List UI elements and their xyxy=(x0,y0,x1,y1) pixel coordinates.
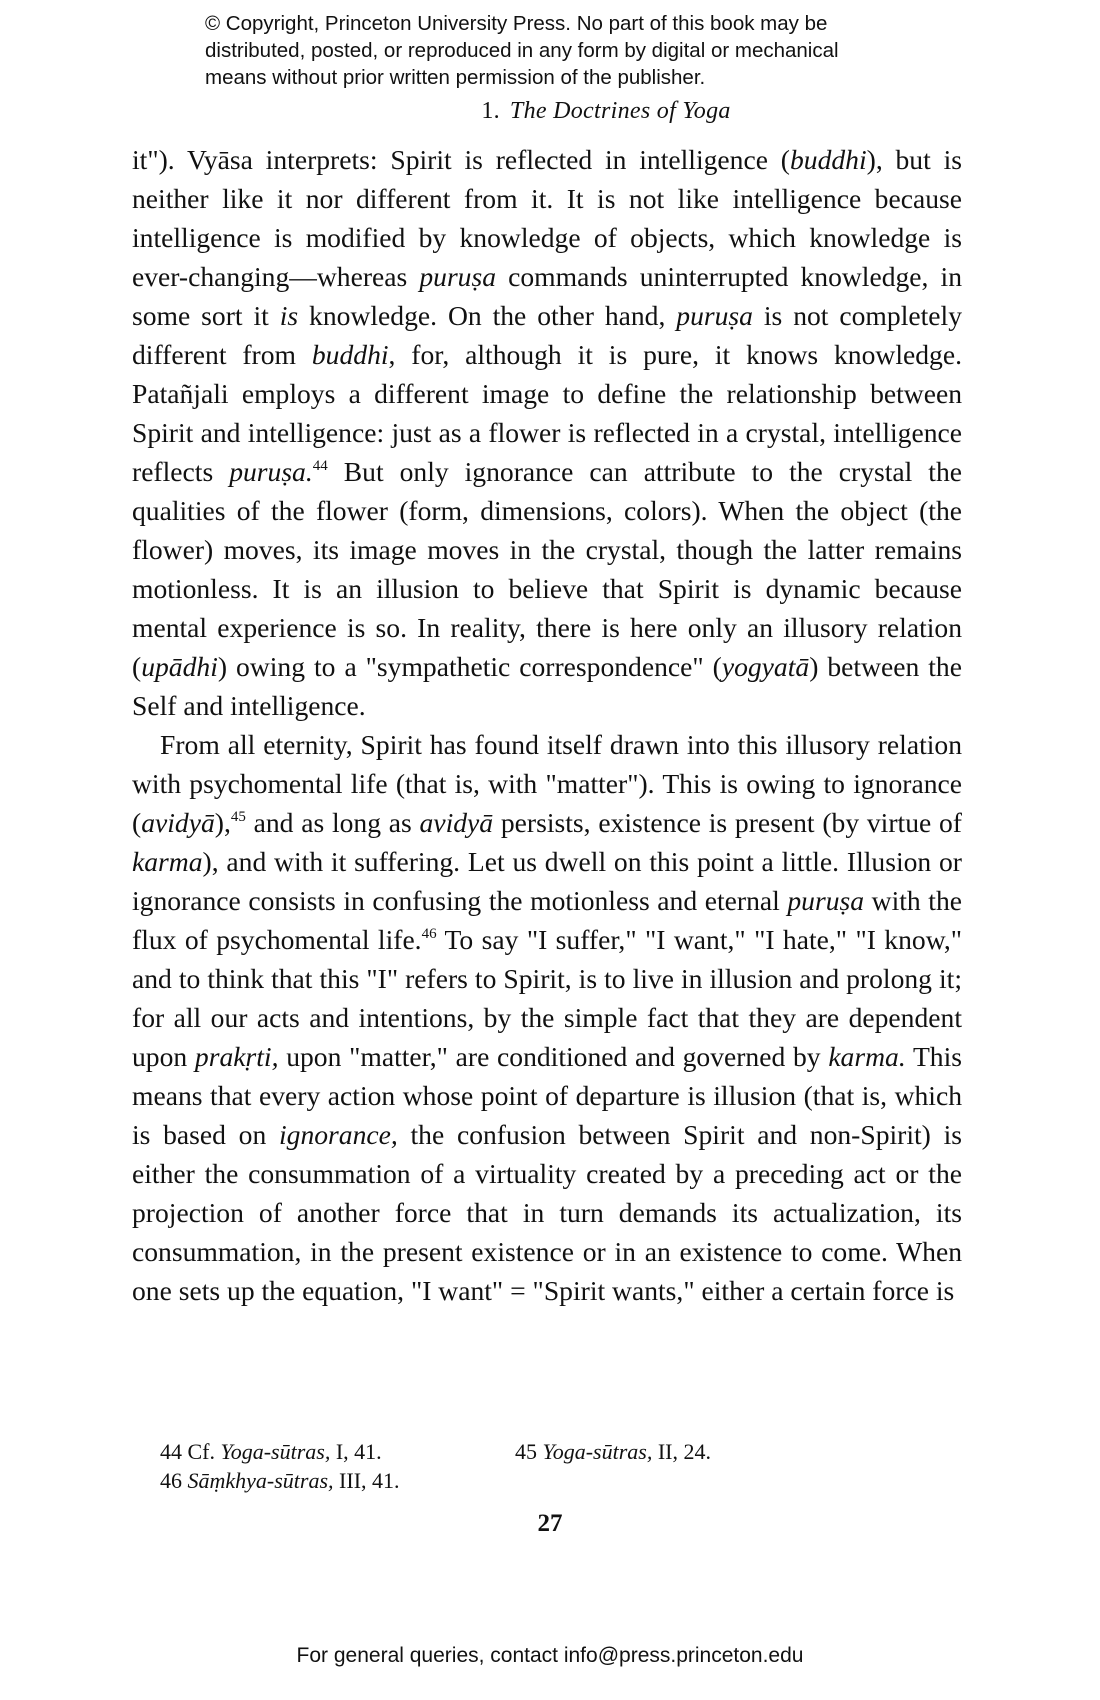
italic-term: buddhi xyxy=(789,144,867,175)
copyright-line: distributed, posted, or reproduced in any form by digital or mechanical xyxy=(205,39,839,62)
italic-term: avidyā xyxy=(141,807,215,838)
footnote-ref-46: 46 xyxy=(421,926,437,942)
footnote-number: 46 xyxy=(160,1468,182,1493)
text-run: knowledge. On the other hand, xyxy=(298,300,677,331)
footnote-row xyxy=(160,1466,920,1495)
italic-term: karma. xyxy=(828,1041,906,1072)
text-run: ) owing to a "sympathetic correspondence" ( xyxy=(217,651,722,682)
text-run: ), and with it suffering. Let us dwell on this point a little. Illusion or ignorance consists in confusing the motionless and eternal xyxy=(132,846,962,916)
footnote-46 xyxy=(160,1466,400,1495)
text-run: ), but is neither like it nor different from it. It is not like intelligence because intelligence is modified by knowledge of objects, which knowledge is ever-changing—whereas xyxy=(132,144,962,292)
footnote-number: 45 xyxy=(515,1439,537,1464)
italic-term: buddhi xyxy=(311,339,389,370)
footnote-text: Cf. xyxy=(182,1439,221,1464)
italic-term: puruṣa xyxy=(419,261,497,292)
text-run: commands uninterrupted knowledge, in some sort it xyxy=(132,261,962,331)
italic-term: ignorance, xyxy=(279,1119,398,1150)
text-run: ) between the Self and intelligence. xyxy=(132,651,962,721)
footnote-row xyxy=(160,1437,920,1466)
text-run: To say "I suffer," "I want," "I hate," "I know," and to think that this "I" refers to Spirit, is to live in illusion and prolong it; for all our acts and intentions, by the simple fact that they are dependent upon xyxy=(132,924,962,1072)
text-run: and as long as xyxy=(245,807,420,838)
paragraph-2 xyxy=(132,725,962,1310)
text-run: ), xyxy=(214,807,231,838)
italic-term: is xyxy=(279,300,299,331)
footnote-text: II, 24. xyxy=(652,1439,711,1464)
text-run: it"). Vyāsa interprets: Spirit is reflected in intelligence ( xyxy=(132,144,790,175)
copyright-line: means without prior written permission of the publisher. xyxy=(205,66,706,89)
italic-term: avidyā xyxy=(419,807,494,838)
italic-term: puruṣa. xyxy=(229,456,313,487)
footnote-title: Yoga-sūtras, xyxy=(220,1439,331,1464)
text-run: upon "matter," are conditioned and governed by xyxy=(278,1041,829,1072)
text-run: But only ignorance can attribute to the crystal the qualities of the flower (form, dimensions, colors). When the object (the flower) moves, its image moves in the crystal, though the latter remains motionless. It is an illusion to believe that Spirit is dynamic because mental experience is so. In reality, there is here only an illusory relation ( xyxy=(132,456,963,682)
text-run: with the flux of psychomental life. xyxy=(132,885,962,955)
italic-term: prakṛti, xyxy=(194,1041,279,1072)
footnote-title: Sāṃkhya-sūtras, xyxy=(187,1468,334,1493)
footnote-text: I, 41. xyxy=(330,1439,382,1464)
text-run: From all eternity, Spirit has found itself drawn into this illusory relation with psychomental life (that is, with "matter"). This is owing to ignorance ( xyxy=(132,729,962,838)
italic-term: upādhi xyxy=(141,651,218,682)
footnote-44 xyxy=(160,1437,382,1466)
copyright-notice xyxy=(205,10,925,91)
chapter-title: The Doctrines of Yoga xyxy=(509,98,731,124)
running-head xyxy=(0,98,1100,125)
text-run: persists, existence is present (by virtue of xyxy=(493,807,962,838)
text-run: , for, although it is pure, it knows knowledge. Patañjali employs a different image to define the relationship between Spirit and intelligence: just as a flower is reflected in a crystal, intelligence reflects xyxy=(132,339,962,487)
body-text xyxy=(132,140,962,1310)
italic-term: karma xyxy=(132,846,203,877)
footnote-number: 44 xyxy=(160,1439,182,1464)
footnotes xyxy=(160,1437,920,1495)
footnote-title: Yoga-sūtras, xyxy=(542,1439,653,1464)
italic-term: puruṣa xyxy=(787,885,865,916)
copyright-line: © Copyright, Princeton University Press. No part of this book may be xyxy=(205,12,828,35)
chapter-number: 1. xyxy=(481,98,500,124)
paragraph-1 xyxy=(132,140,962,725)
footnote-45 xyxy=(515,1437,711,1466)
italic-term: yogyatā xyxy=(721,651,810,682)
italic-term: puruṣa xyxy=(676,300,753,331)
footnote-ref-44: 44 xyxy=(312,458,328,474)
footer-contact: For general queries, contact info@press.princeton.edu xyxy=(296,1644,804,1667)
text-run: the confusion between Spirit and non-Spirit) is either the consummation of a virtuality created by a preceding act or the projection of another force that in turn demands its actualization, its consummation, in the present existence or in an existence to come. When one sets up the equation, "I want" = "Spirit wants," either a certain force is xyxy=(132,1119,962,1306)
text-run: This means that every action whose point of departure is illusion (that is, which is based on xyxy=(132,1041,962,1150)
footnote-text: III, 41. xyxy=(333,1468,400,1493)
page-number: 27 xyxy=(537,1510,563,1537)
footnote-ref-45: 45 xyxy=(230,809,246,825)
text-run: is not completely different from xyxy=(132,300,962,370)
